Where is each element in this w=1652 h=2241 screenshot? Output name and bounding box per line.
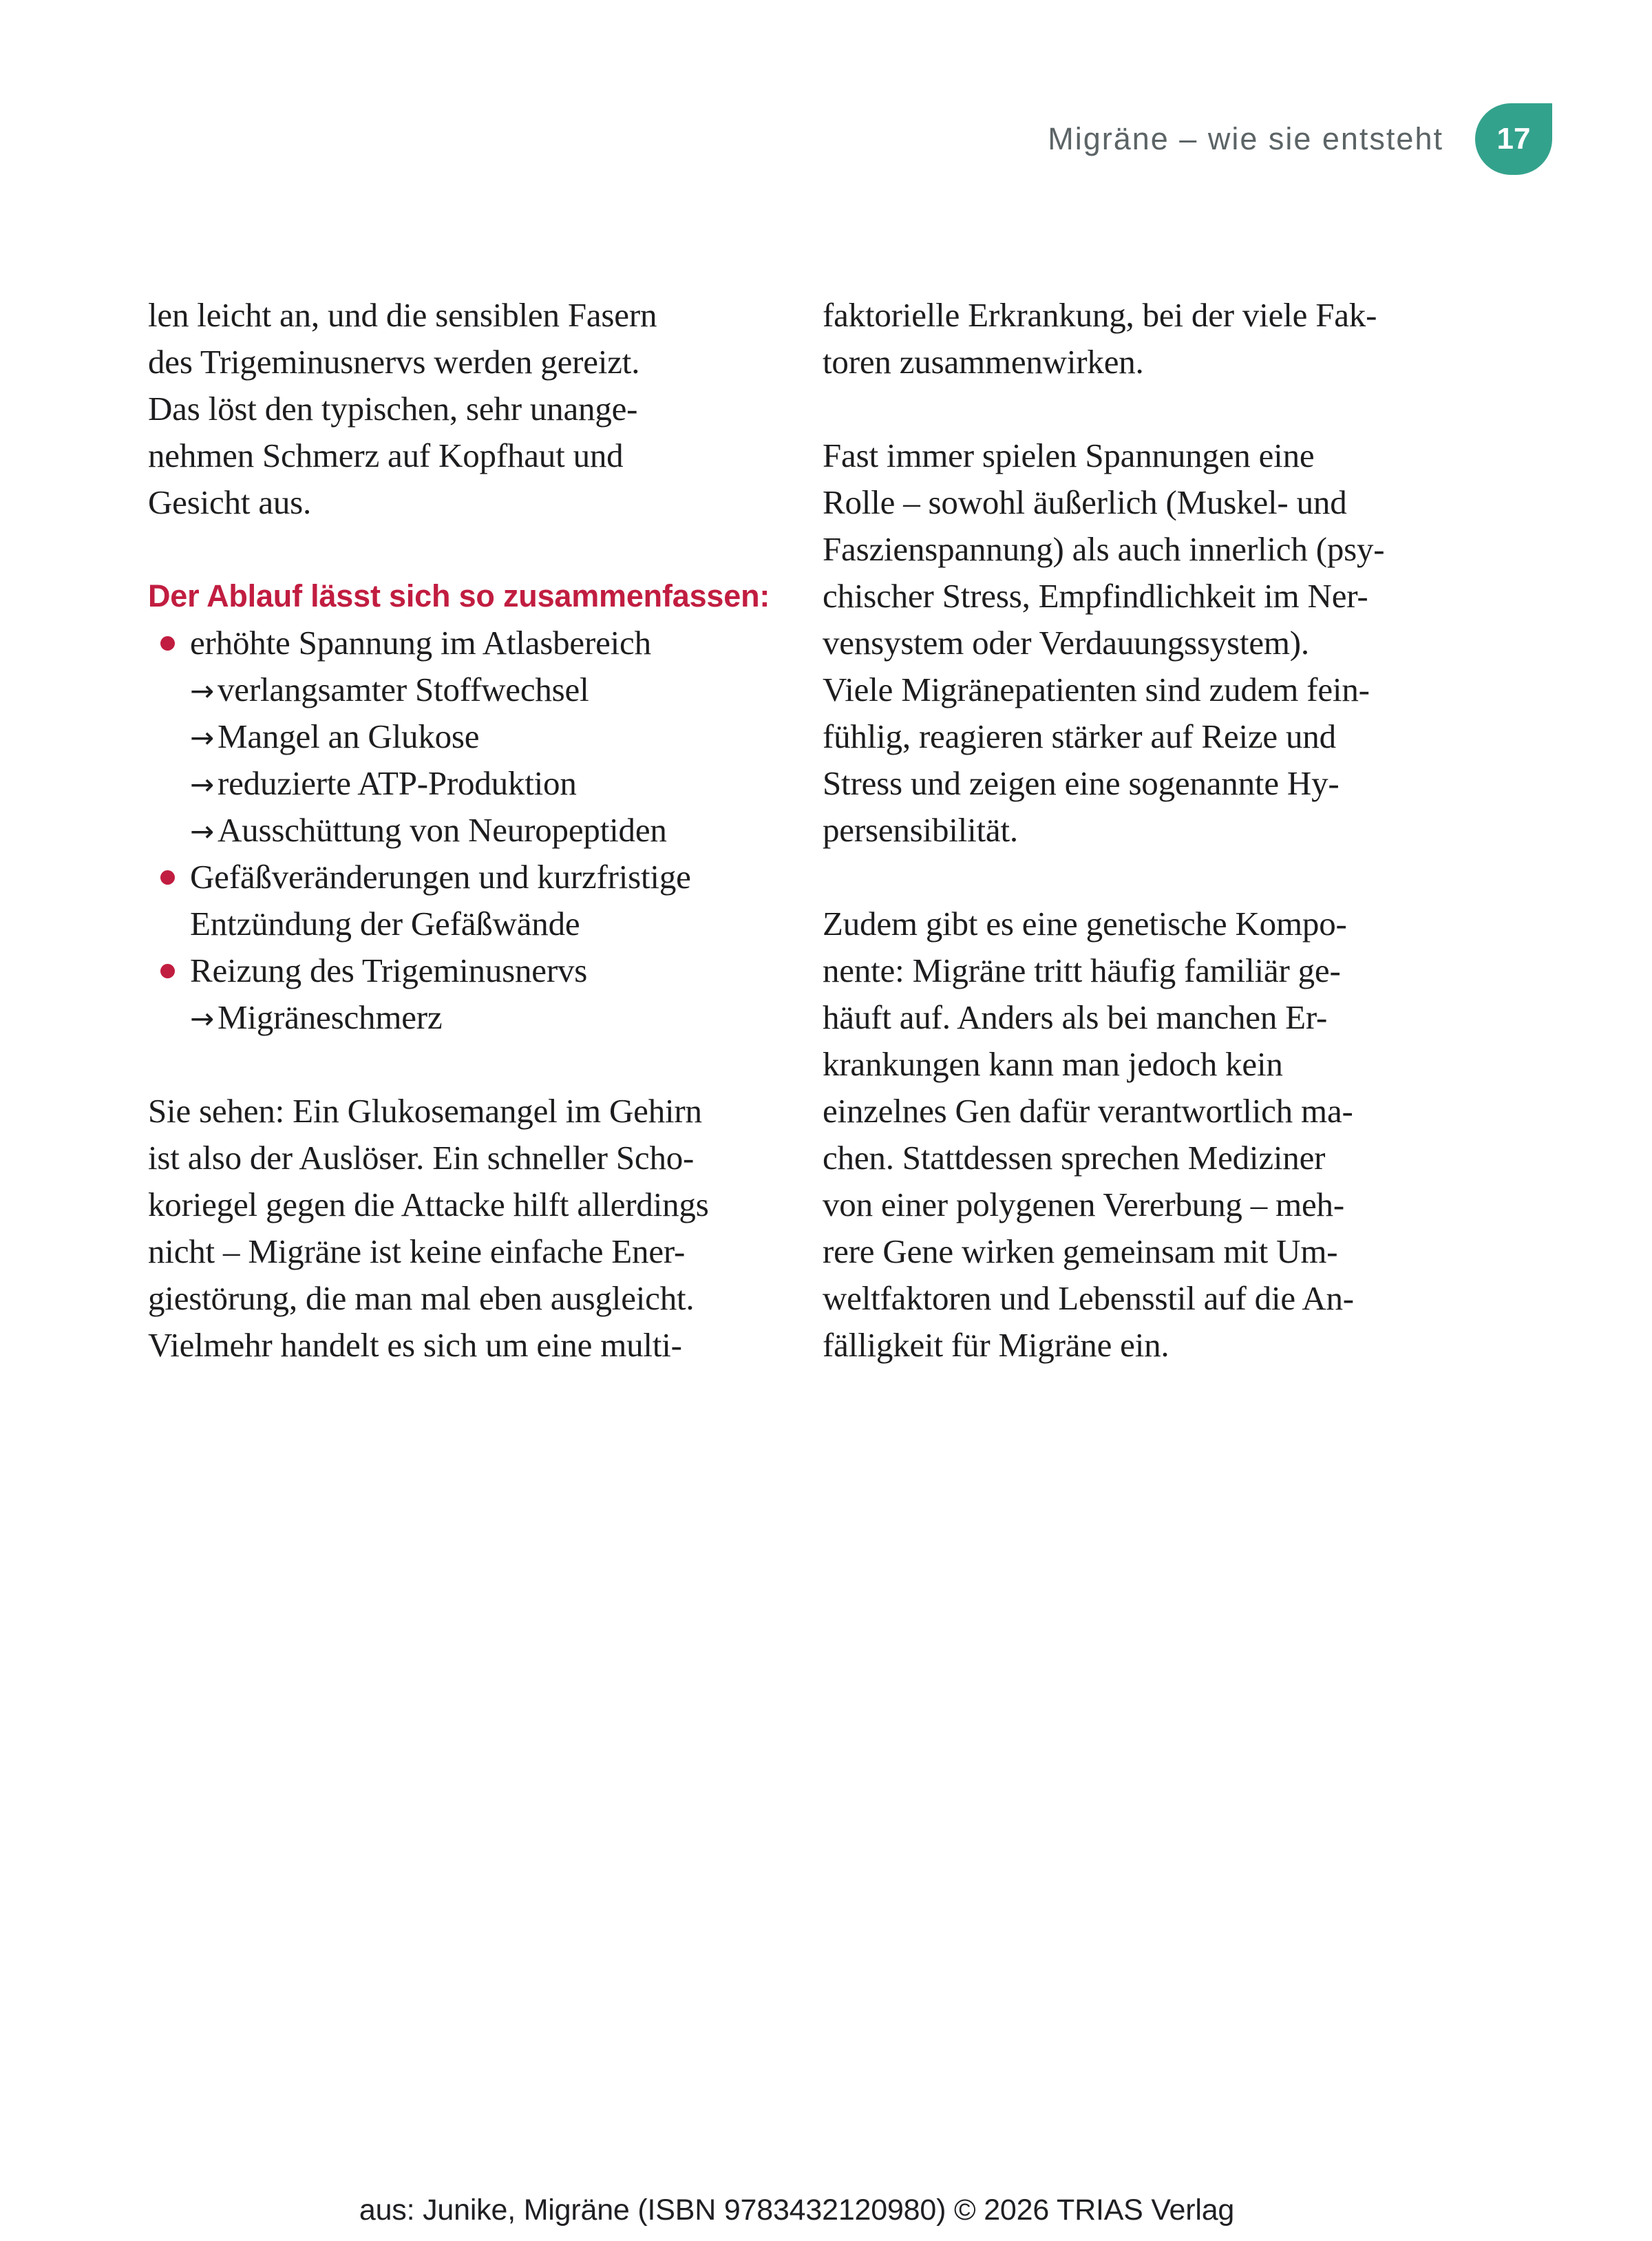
list-subitem: [148, 713, 771, 760]
arrow-icon: →: [190, 1002, 214, 1035]
text-line: ist also der Auslöser. Ein schneller Scho-: [148, 1139, 695, 1177]
text-line: häuft auf. Anders als bei manchen Er-: [823, 998, 1328, 1036]
text-line: rere Gene wirken gemeinsam mit Um-: [823, 1232, 1338, 1270]
list-item: [148, 854, 771, 901]
list-item-text: reduzierte ATP-Produktion: [218, 764, 577, 802]
arrow-icon: →: [190, 721, 214, 755]
text-line: chen. Stattdessen sprechen Mediziner: [823, 1139, 1326, 1177]
spacer: [823, 386, 1446, 432]
spacer: [823, 854, 1446, 901]
list-item-text: Migräneschmerz: [218, 998, 443, 1036]
text-line: nente: Migräne tritt häufig familiär ge-: [823, 951, 1341, 989]
text-line: Faszienspannung) als auch innerlich (psy-: [823, 530, 1385, 568]
list-item-text: Ausschüttung von Neuropeptiden: [218, 811, 667, 849]
text-line: Fast immer spielen Spannungen eine: [823, 436, 1315, 474]
arrow-icon: →: [190, 674, 214, 708]
text-line: des Trigeminusnervs werden gereizt.: [148, 343, 640, 381]
text-line: Vielmehr handelt es sich um eine multi-: [148, 1326, 682, 1364]
paragraph-2: [148, 1088, 771, 1369]
list-subitem: [148, 994, 771, 1041]
text-line: nehmen Schmerz auf Kopfhaut und: [148, 436, 624, 474]
text-line: fälligkeit für Migräne ein.: [823, 1326, 1169, 1364]
list-item-text: erhöhte Spannung im Atlasbereich: [190, 624, 651, 662]
text-line: len leicht an, und die sensiblen Fasern: [148, 296, 657, 334]
list-item-continuation: [148, 901, 771, 947]
arrow-icon: →: [190, 814, 214, 848]
list-item-text: Entzündung der Gefäßwände: [190, 905, 580, 943]
right-column: [823, 292, 1446, 1369]
bullet-icon: [160, 636, 175, 651]
bullet-icon: [160, 870, 175, 885]
text-columns: [148, 292, 1446, 1369]
text-line: weltfaktoren und Lebensstil auf die An-: [823, 1279, 1354, 1317]
text-line: chischer Stress, Empfindlichkeit im Ner-: [823, 577, 1368, 615]
text-line: Zudem gibt es eine genetische Kompo-: [823, 905, 1347, 943]
spacer: [148, 526, 771, 573]
text-line: koriegel gegen die Attacke hilft allerdings: [148, 1186, 709, 1223]
running-head-title: Migräne – wie sie entsteht: [1048, 121, 1443, 156]
process-list: [148, 620, 771, 1041]
bullet-icon: [160, 964, 175, 978]
text-line: Gesicht aus.: [148, 483, 312, 521]
text-line: Rolle – sowohl äußerlich (Muskel- und: [823, 483, 1347, 521]
list-item-text: verlangsamter Stoffwechsel: [218, 671, 589, 708]
list-item: [148, 620, 771, 666]
list-item-text: Gefäßveränderungen und kurzfristige: [190, 858, 691, 896]
text-line: fühlig, reagieren stärker auf Reize und: [823, 717, 1336, 755]
list-subitem: [148, 807, 771, 854]
left-column: [148, 292, 771, 1369]
spacer: [148, 1041, 771, 1088]
text-line: nicht – Migräne ist keine einfache Ener-: [148, 1232, 686, 1270]
list-item-text: Mangel an Glukose: [218, 717, 480, 755]
list-subitem: [148, 760, 771, 807]
paragraph-3: [823, 292, 1446, 386]
paragraph-1: [148, 292, 771, 526]
text-line: toren zusammenwirken.: [823, 343, 1144, 381]
text-line: Viele Migränepatienten sind zudem fein-: [823, 671, 1370, 708]
text-line: vensystem oder Verdauungssystem).: [823, 624, 1309, 662]
list-subitem: [148, 666, 771, 713]
text-line: Sie sehen: Ein Glukosemangel im Gehirn: [148, 1092, 702, 1130]
list-item-text: Reizung des Trigeminusnervs: [190, 951, 588, 989]
text-line: krankungen kann man jedoch kein: [823, 1045, 1283, 1083]
paragraph-4: [823, 432, 1446, 854]
section-heading: Der Ablauf lässt sich so zusammenfassen:: [148, 578, 770, 613]
text-line: giestörung, die man mal eben ausgleicht.: [148, 1279, 695, 1317]
text-line: persensibilität.: [823, 811, 1018, 849]
page-number-badge: 17: [1475, 103, 1552, 175]
footer-credit: aus: Junike, Migräne (ISBN 9783432120980) © 2026 TRIAS Verlag: [359, 2193, 1235, 2227]
text-line: faktorielle Erkrankung, bei der viele Fak-: [823, 296, 1377, 334]
arrow-icon: →: [190, 768, 214, 801]
paragraph-5: [823, 901, 1446, 1369]
text-line: Stress und zeigen eine sogenannte Hy-: [823, 764, 1339, 802]
text-line: einzelnes Gen dafür verantwortlich ma-: [823, 1092, 1353, 1130]
page-header: [1048, 103, 1552, 175]
text-line: von einer polygenen Vererbung – meh-: [823, 1186, 1344, 1223]
text-line: Das löst den typischen, sehr unange-: [148, 390, 638, 428]
list-item: [148, 947, 771, 994]
